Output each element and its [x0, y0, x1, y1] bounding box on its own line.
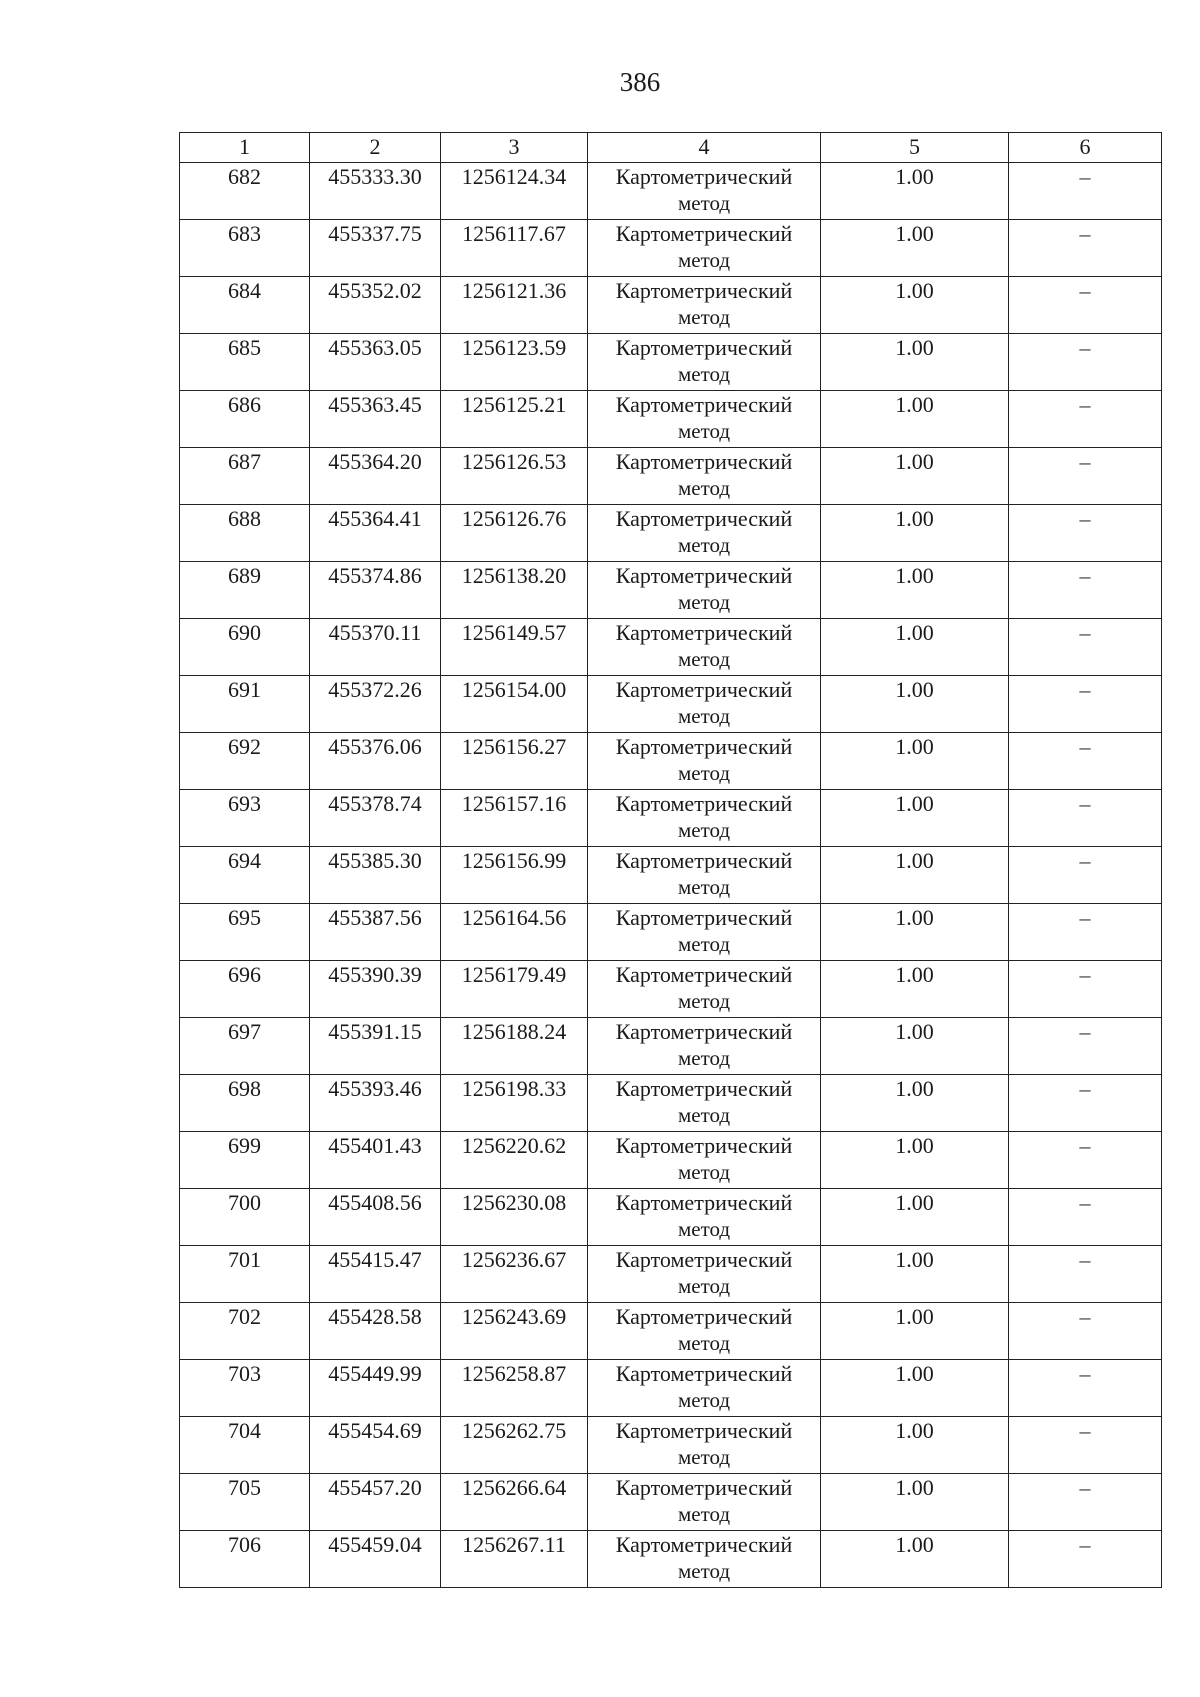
x-coordinate-cell: 455372.26 — [310, 676, 441, 733]
table-row — [180, 1531, 1162, 1588]
point-number-cell: 683 — [180, 220, 310, 277]
note-cell: – — [1009, 1018, 1162, 1075]
point-number-cell: 687 — [180, 448, 310, 505]
point-number-cell: 694 — [180, 847, 310, 904]
y-coordinate-cell: 1256164.56 — [441, 904, 588, 961]
y-coordinate-cell: 1256220.62 — [441, 1132, 588, 1189]
method-text-line1: Картометрический — [615, 563, 793, 588]
table-row — [180, 1075, 1162, 1132]
method-cell — [588, 1531, 821, 1588]
method-text-line2: метод — [677, 761, 731, 785]
x-coordinate-cell: 455376.06 — [310, 733, 441, 790]
method-text-line1: Картометрический — [615, 1418, 793, 1443]
page-number: 386 — [619, 67, 661, 97]
x-coordinate-cell: 455352.02 — [310, 277, 441, 334]
x-coordinate-cell: 455374.86 — [310, 562, 441, 619]
method-text-line1: Картометрический — [615, 734, 793, 759]
method-text-line1: Картометрический — [615, 1133, 793, 1158]
x-coordinate-cell: 455391.15 — [310, 1018, 441, 1075]
method-text-line2: метод — [677, 590, 731, 614]
header-cell-4: 4 — [588, 133, 821, 163]
x-coordinate-cell: 455363.05 — [310, 334, 441, 391]
method-text-line2: метод — [677, 1502, 731, 1526]
method-cell — [588, 1303, 821, 1360]
table-row — [180, 1303, 1162, 1360]
note-cell: – — [1009, 1303, 1162, 1360]
note-cell: – — [1009, 1075, 1162, 1132]
table-row — [180, 733, 1162, 790]
x-coordinate-cell: 455459.04 — [310, 1531, 441, 1588]
table-row — [180, 562, 1162, 619]
header-cell-2: 2 — [310, 133, 441, 163]
method-text-line2: метод — [677, 533, 731, 557]
accuracy-cell: 1.00 — [821, 163, 1009, 220]
note-cell: – — [1009, 1531, 1162, 1588]
table-row — [180, 847, 1162, 904]
method-cell — [588, 790, 821, 847]
method-cell — [588, 334, 821, 391]
point-number-cell: 685 — [180, 334, 310, 391]
x-coordinate-cell: 455415.47 — [310, 1246, 441, 1303]
note-cell: – — [1009, 1189, 1162, 1246]
x-coordinate-cell: 455401.43 — [310, 1132, 441, 1189]
coordinates-table — [179, 132, 1162, 1588]
y-coordinate-cell: 1256121.36 — [441, 277, 588, 334]
table-row — [180, 334, 1162, 391]
x-coordinate-cell: 455364.20 — [310, 448, 441, 505]
table-row — [180, 619, 1162, 676]
y-coordinate-cell: 1256149.57 — [441, 619, 588, 676]
method-cell — [588, 448, 821, 505]
point-number-cell: 706 — [180, 1531, 310, 1588]
method-text-line1: Картометрический — [615, 1475, 793, 1500]
method-cell — [588, 1075, 821, 1132]
x-coordinate-cell: 455454.69 — [310, 1417, 441, 1474]
point-number-cell: 702 — [180, 1303, 310, 1360]
note-cell: – — [1009, 733, 1162, 790]
note-cell: – — [1009, 277, 1162, 334]
method-text-line2: метод — [677, 305, 731, 329]
note-cell: – — [1009, 1246, 1162, 1303]
note-cell: – — [1009, 1417, 1162, 1474]
method-text-line1: Картометрический — [615, 1361, 793, 1386]
point-number-cell: 690 — [180, 619, 310, 676]
table-row — [180, 1417, 1162, 1474]
table-row — [180, 220, 1162, 277]
method-text-line2: метод — [677, 1388, 731, 1412]
y-coordinate-cell: 1256138.20 — [441, 562, 588, 619]
table-header — [180, 133, 1162, 163]
x-coordinate-cell: 455408.56 — [310, 1189, 441, 1246]
table-row — [180, 1246, 1162, 1303]
method-text-line1: Картометрический — [615, 1190, 793, 1215]
accuracy-cell: 1.00 — [821, 790, 1009, 847]
note-cell: – — [1009, 334, 1162, 391]
y-coordinate-cell: 1256156.99 — [441, 847, 588, 904]
method-text-line2: метод — [677, 932, 731, 956]
point-number-cell: 703 — [180, 1360, 310, 1417]
y-coordinate-cell: 1256154.00 — [441, 676, 588, 733]
method-text-line1: Картометрический — [615, 278, 793, 303]
y-coordinate-cell: 1256198.33 — [441, 1075, 588, 1132]
accuracy-cell: 1.00 — [821, 505, 1009, 562]
x-coordinate-cell: 455337.75 — [310, 220, 441, 277]
method-text-line1: Картометрический — [615, 221, 793, 246]
point-number-cell: 701 — [180, 1246, 310, 1303]
accuracy-cell: 1.00 — [821, 847, 1009, 904]
method-cell — [588, 391, 821, 448]
y-coordinate-cell: 1256117.67 — [441, 220, 588, 277]
table-row — [180, 676, 1162, 733]
note-cell: – — [1009, 847, 1162, 904]
method-cell — [588, 847, 821, 904]
method-text-line1: Картометрический — [615, 164, 793, 189]
y-coordinate-cell: 1256258.87 — [441, 1360, 588, 1417]
method-text-line1: Картометрический — [615, 392, 793, 417]
x-coordinate-cell: 455370.11 — [310, 619, 441, 676]
point-number-cell: 682 — [180, 163, 310, 220]
method-text-line2: метод — [677, 1217, 731, 1241]
method-text-line1: Картометрический — [615, 620, 793, 645]
table-row — [180, 904, 1162, 961]
method-text-line1: Картометрический — [615, 905, 793, 930]
accuracy-cell: 1.00 — [821, 1189, 1009, 1246]
table-body — [180, 163, 1162, 1588]
point-number-cell: 695 — [180, 904, 310, 961]
method-cell — [588, 733, 821, 790]
method-text-line2: метод — [677, 818, 731, 842]
header-cell-3: 3 — [441, 133, 588, 163]
accuracy-cell: 1.00 — [821, 1075, 1009, 1132]
accuracy-cell: 1.00 — [821, 334, 1009, 391]
note-cell: – — [1009, 790, 1162, 847]
method-text-line2: метод — [677, 419, 731, 443]
accuracy-cell: 1.00 — [821, 562, 1009, 619]
note-cell: – — [1009, 391, 1162, 448]
x-coordinate-cell: 455385.30 — [310, 847, 441, 904]
table-row — [180, 961, 1162, 1018]
method-cell — [588, 163, 821, 220]
method-text-line2: метод — [677, 1160, 731, 1184]
header-cell-1: 1 — [180, 133, 310, 163]
method-text-line2: метод — [677, 1445, 731, 1469]
table-row — [180, 448, 1162, 505]
accuracy-cell: 1.00 — [821, 277, 1009, 334]
note-cell: – — [1009, 904, 1162, 961]
table-row — [180, 505, 1162, 562]
point-number-cell: 693 — [180, 790, 310, 847]
accuracy-cell: 1.00 — [821, 391, 1009, 448]
x-coordinate-cell: 455449.99 — [310, 1360, 441, 1417]
accuracy-cell: 1.00 — [821, 1246, 1009, 1303]
method-cell — [588, 277, 821, 334]
x-coordinate-cell: 455333.30 — [310, 163, 441, 220]
accuracy-cell: 1.00 — [821, 904, 1009, 961]
method-text-line1: Картометрический — [615, 1532, 793, 1557]
table-row — [180, 1018, 1162, 1075]
method-text-line2: метод — [677, 1046, 731, 1070]
table-row — [180, 1189, 1162, 1246]
method-cell — [588, 505, 821, 562]
method-text-line1: Картометрический — [615, 848, 793, 873]
note-cell: – — [1009, 619, 1162, 676]
x-coordinate-cell: 455393.46 — [310, 1075, 441, 1132]
note-cell: – — [1009, 961, 1162, 1018]
accuracy-cell: 1.00 — [821, 733, 1009, 790]
note-cell: – — [1009, 448, 1162, 505]
method-text-line2: метод — [677, 875, 731, 899]
method-text-line1: Картометрический — [615, 1076, 793, 1101]
note-cell: – — [1009, 163, 1162, 220]
method-text-line1: Картометрический — [615, 677, 793, 702]
note-cell: – — [1009, 1360, 1162, 1417]
x-coordinate-cell: 455363.45 — [310, 391, 441, 448]
y-coordinate-cell: 1256188.24 — [441, 1018, 588, 1075]
accuracy-cell: 1.00 — [821, 619, 1009, 676]
accuracy-cell: 1.00 — [821, 220, 1009, 277]
accuracy-cell: 1.00 — [821, 1417, 1009, 1474]
method-text-line1: Картометрический — [615, 1019, 793, 1044]
point-number-cell: 689 — [180, 562, 310, 619]
y-coordinate-cell: 1256125.21 — [441, 391, 588, 448]
table-row — [180, 1132, 1162, 1189]
note-cell: – — [1009, 1132, 1162, 1189]
method-cell — [588, 676, 821, 733]
y-coordinate-cell: 1256267.11 — [441, 1531, 588, 1588]
method-text-line1: Картометрический — [615, 1304, 793, 1329]
accuracy-cell: 1.00 — [821, 1360, 1009, 1417]
header-cell-5: 5 — [821, 133, 1009, 163]
point-number-cell: 697 — [180, 1018, 310, 1075]
table-row — [180, 1360, 1162, 1417]
accuracy-cell: 1.00 — [821, 1474, 1009, 1531]
y-coordinate-cell: 1256230.08 — [441, 1189, 588, 1246]
x-coordinate-cell: 455364.41 — [310, 505, 441, 562]
method-text-line1: Картометрический — [615, 1247, 793, 1272]
method-cell — [588, 562, 821, 619]
method-cell — [588, 1018, 821, 1075]
accuracy-cell: 1.00 — [821, 448, 1009, 505]
y-coordinate-cell: 1256243.69 — [441, 1303, 588, 1360]
method-cell — [588, 1474, 821, 1531]
y-coordinate-cell: 1256126.53 — [441, 448, 588, 505]
method-cell — [588, 961, 821, 1018]
table-row — [180, 391, 1162, 448]
method-text-line2: метод — [677, 1559, 731, 1583]
method-text-line1: Картометрический — [615, 506, 793, 531]
note-cell: – — [1009, 1474, 1162, 1531]
point-number-cell: 696 — [180, 961, 310, 1018]
accuracy-cell: 1.00 — [821, 1303, 1009, 1360]
y-coordinate-cell: 1256124.34 — [441, 163, 588, 220]
point-number-cell: 691 — [180, 676, 310, 733]
note-cell: – — [1009, 676, 1162, 733]
method-text-line1: Картометрический — [615, 962, 793, 987]
method-text-line2: метод — [677, 248, 731, 272]
method-text-line2: метод — [677, 362, 731, 386]
y-coordinate-cell: 1256126.76 — [441, 505, 588, 562]
table-row — [180, 163, 1162, 220]
point-number-cell: 686 — [180, 391, 310, 448]
table-row — [180, 277, 1162, 334]
header-row — [180, 133, 1162, 163]
point-number-cell: 704 — [180, 1417, 310, 1474]
accuracy-cell: 1.00 — [821, 1531, 1009, 1588]
y-coordinate-cell: 1256262.75 — [441, 1417, 588, 1474]
method-text-line2: метод — [677, 704, 731, 728]
method-cell — [588, 220, 821, 277]
accuracy-cell: 1.00 — [821, 961, 1009, 1018]
header-cell-6: 6 — [1009, 133, 1162, 163]
method-text-line2: метод — [677, 1103, 731, 1127]
note-cell: – — [1009, 220, 1162, 277]
method-cell — [588, 1417, 821, 1474]
x-coordinate-cell: 455378.74 — [310, 790, 441, 847]
point-number-cell: 684 — [180, 277, 310, 334]
accuracy-cell: 1.00 — [821, 1132, 1009, 1189]
method-text-line2: метод — [677, 476, 731, 500]
y-coordinate-cell: 1256179.49 — [441, 961, 588, 1018]
note-cell: – — [1009, 505, 1162, 562]
y-coordinate-cell: 1256266.64 — [441, 1474, 588, 1531]
note-cell: – — [1009, 562, 1162, 619]
point-number-cell: 698 — [180, 1075, 310, 1132]
x-coordinate-cell: 455387.56 — [310, 904, 441, 961]
method-text-line2: метод — [677, 191, 731, 215]
x-coordinate-cell: 455428.58 — [310, 1303, 441, 1360]
y-coordinate-cell: 1256157.16 — [441, 790, 588, 847]
method-text-line1: Картометрический — [615, 335, 793, 360]
table-row — [180, 790, 1162, 847]
method-cell — [588, 904, 821, 961]
method-cell — [588, 1189, 821, 1246]
x-coordinate-cell: 455390.39 — [310, 961, 441, 1018]
table-row — [180, 1474, 1162, 1531]
method-text-line1: Картометрический — [615, 449, 793, 474]
method-cell — [588, 1132, 821, 1189]
y-coordinate-cell: 1256156.27 — [441, 733, 588, 790]
point-number-cell: 699 — [180, 1132, 310, 1189]
point-number-cell: 705 — [180, 1474, 310, 1531]
point-number-cell: 688 — [180, 505, 310, 562]
accuracy-cell: 1.00 — [821, 1018, 1009, 1075]
accuracy-cell: 1.00 — [821, 676, 1009, 733]
method-text-line2: метод — [677, 1274, 731, 1298]
point-number-cell: 700 — [180, 1189, 310, 1246]
method-text-line2: метод — [677, 989, 731, 1013]
method-text-line2: метод — [677, 1331, 731, 1355]
method-cell — [588, 619, 821, 676]
method-cell — [588, 1360, 821, 1417]
x-coordinate-cell: 455457.20 — [310, 1474, 441, 1531]
y-coordinate-cell: 1256236.67 — [441, 1246, 588, 1303]
method-text-line2: метод — [677, 647, 731, 671]
method-cell — [588, 1246, 821, 1303]
y-coordinate-cell: 1256123.59 — [441, 334, 588, 391]
method-text-line1: Картометрический — [615, 791, 793, 816]
point-number-cell: 692 — [180, 733, 310, 790]
